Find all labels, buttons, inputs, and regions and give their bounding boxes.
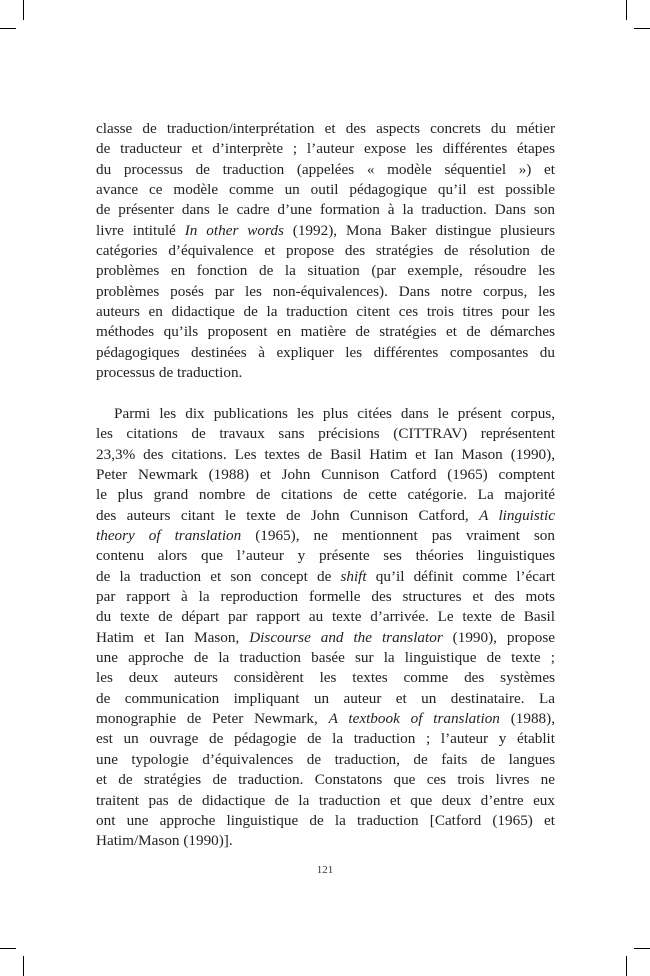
paragraph [96,404,555,852]
crop-mark-bottom-right-horizontal [634,948,650,949]
italic-title: theory of translation [96,527,242,545]
text-line [96,119,555,139]
italic-title: shift [340,567,367,585]
text-line [96,506,555,526]
line-text: ont une approche linguistique de la traduction [Catford (1965) et [96,811,555,829]
line-text: le plus grand nombre de citations de cette catégorie. La majorité [96,486,555,504]
text-line [96,546,555,566]
line-text: avance ce modèle comme un outil pédagogique qu’il est possible [96,181,555,199]
line-text: monographie de Peter Newmark, [96,710,329,728]
text-line [96,689,555,709]
text-line [96,139,555,159]
text-line [96,445,555,465]
line-text: les citations de travaux sans précisions (CITTRAV) représentent [96,425,555,443]
line-text: méthodes qu’ils proposent en matière de stratégies et de démarches [96,323,555,341]
text-line [96,831,555,851]
line-text: de présenter dans le cadre d’une formation à la traduction. Dans son [96,201,555,219]
text-line [96,424,555,444]
crop-mark-top-right-horizontal [634,28,650,29]
text-line [96,221,555,241]
text-line [96,567,555,587]
line-text: les deux auteurs considèrent les textes comme des systèmes [96,669,555,687]
line-text: problèmes en fonction de la situation (par exemple, résoudre les [96,262,555,280]
line-text: contenu alors que l’auteur y présente ses théories linguistiques [96,547,555,565]
line-text: une approche de la traduction basée sur la linguistique de texte ; [96,649,555,667]
text-line [96,200,555,220]
paragraph [96,119,555,383]
text-line [96,628,555,648]
text-line [96,607,555,627]
paragraph-gap [96,383,555,404]
text-line [96,302,555,322]
line-text: de la traduction et son concept de [96,567,341,585]
text-line [96,485,555,505]
line-text: catégories d’équivalence et propose des stratégies de résolution de [96,242,555,260]
line-text: une typologie d’équivalences de traduction, de faits de langues [96,750,555,768]
text-line [96,343,555,363]
line-text: processus de traduction. [96,364,243,382]
text-line [96,770,555,790]
line-text: livre intitulé [96,221,185,239]
line-text: par rapport à la reproduction formelle des structures et des mots [96,588,555,606]
line-text: Hatim/Mason (1990)]. [96,832,233,850]
text-line [96,363,555,383]
text-line [96,282,555,302]
italic-title: In other words [184,221,284,239]
line-text: classe de traduction/interprétation et des aspects concrets du métier [96,120,555,137]
text-line [96,811,555,831]
line-text: (1988), [499,710,555,728]
crop-mark-bottom-left-vertical [23,956,24,976]
line-text: Parmi les dix publications les plus citées dans le présent corpus, [114,404,555,422]
line-text: 23,3% des citations. Les textes de Basil Hatim et Ian Mason (1990), [96,445,555,463]
line-text: Hatim et Ian Mason, [96,628,250,646]
text-line [96,241,555,261]
crop-mark-top-right-vertical [626,0,627,20]
line-text: de communication impliquant un auteur et un destinataire. La [96,689,555,707]
crop-mark-bottom-right-vertical [626,956,627,976]
line-text: (1965), ne mentionnent pas vraiment son [241,527,555,545]
line-text: de traducteur et d’interprète ; l’auteur expose les différentes étapes [96,140,555,158]
text-line [96,160,555,180]
page-number: 121 [316,864,334,876]
italic-title: Discourse and the translator [249,628,443,646]
line-text: est un ouvrage de pédagogie de la traduction ; l’auteur y établit [96,730,555,748]
text-line [96,465,555,485]
text-line [96,404,555,424]
line-text: qu’il définit comme l’écart [366,567,555,585]
line-text: des auteurs citant le texte de John Cunnison Catford, [96,506,480,524]
text-line [96,668,555,688]
italic-title: A linguistic [479,506,555,524]
line-text: Peter Newmark (1988) et John Cunnison Catford (1965) comptent [96,466,555,483]
line-text: pédagogiques destinées à expliquer les différentes composantes du [96,343,555,361]
text-line [96,526,555,546]
line-text: traitent pas de didactique de la traduction et que deux d’entre eux [96,791,555,809]
text-line [96,587,555,607]
line-text: et de stratégies de traduction. Constatons que ces trois livres ne [96,771,555,789]
text-line [96,729,555,749]
text-line [96,709,555,729]
crop-mark-bottom-left-horizontal [0,948,16,949]
text-line [96,322,555,342]
crop-mark-top-left-horizontal [0,28,16,29]
text-line [96,180,555,200]
italic-title: A textbook of translation [328,710,500,728]
text-line [96,648,555,668]
line-text: auteurs en didactique de la traduction citent ces trois titres pour les [96,303,555,321]
body-text [96,119,555,852]
crop-mark-top-left-vertical [23,0,24,20]
line-text: du texte de départ par rapport au texte d’arrivée. Le texte de Basil [96,608,555,626]
line-text: (1992), Mona Baker distingue plusieurs [283,221,555,239]
line-text: du processus de traduction (appelées « modèle séquentiel ») et [96,160,555,178]
text-line [96,261,555,281]
text-line [96,750,555,770]
line-text: (1990), propose [442,628,555,646]
text-line [96,791,555,811]
line-text: problèmes posés par les non-équivalences). Dans notre corpus, les [96,282,555,300]
